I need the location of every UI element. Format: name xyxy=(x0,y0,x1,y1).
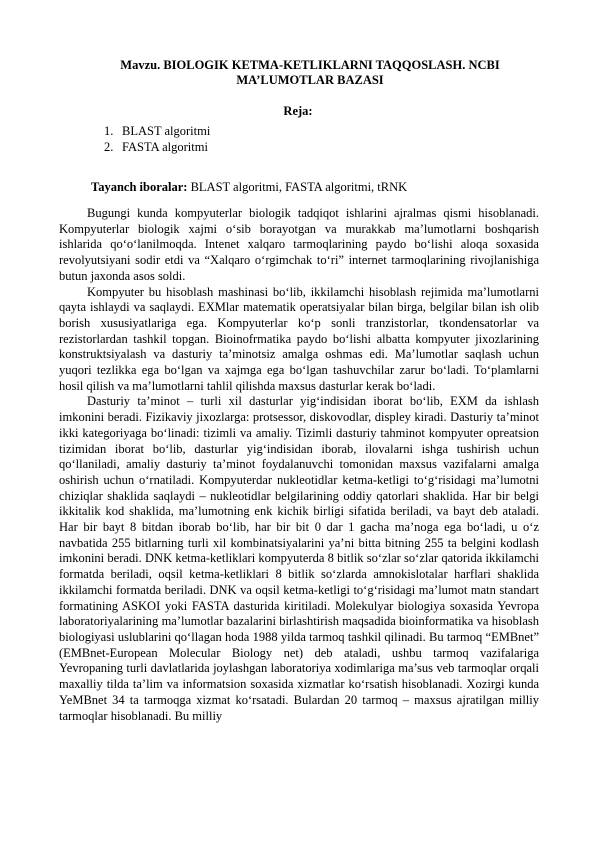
keywords-label: Tayanch iboralar: xyxy=(91,180,188,194)
paragraph: Kompyuter bu hisoblash mashinasi bo‘lib, ikkilamchi hisoblash rejimida ma’lumotlarni qayta ishlaydi va saqlaydi. EXMlar matematik operatsiyalar bilan birga, belgilar bilan ish olib borish xususiyatlariga ega. Kompyuterlar ko‘p sonli tranzistorlar, tkondensatorlar va rezistorlardan tashkil topgan. Bioinofrmatika paydo bo‘lishi albatta kompyuter jixozlarining konstruktsiyalash va dasturiy ta’minotsiz amalga oshmas edi. Ma’lumotlar saqlash uchun yuqori tezlikka ega bo‘lgan va xajmga ega bo‘lgan tashuvchilar zarur bo‘ladi. To‘plamlarni hosil qilish va ma’lumotlarni tahlil qilishda maxsus dasturlar kerak bo‘ladi. xyxy=(59,284,539,393)
plan-item-text: FASTA algoritmi xyxy=(122,140,208,154)
plan-item xyxy=(104,139,210,155)
plan-heading: Reja: xyxy=(283,104,313,118)
topic-title: Mavzu. BIOLOGIK KETMA-KETLIKLARNI TAQQOSLASH. NCBI MA’LUMOTLAR BAZASI xyxy=(120,58,500,87)
body-text xyxy=(59,206,539,724)
keywords-line xyxy=(91,180,407,195)
plan-list xyxy=(104,123,210,155)
plan-item-number: 1. xyxy=(104,124,114,138)
plan-item-number: 2. xyxy=(104,140,114,154)
plan-item-text: BLAST algoritmi xyxy=(122,124,211,138)
paragraph: Dasturiy ta’minot – turli xil dasturlar yig‘indisidan iborat bo‘lib, EXM da ishlash imkonini beradi. Fizikaviy jixozlarga: protsessor, diskovodlar, displey kiradi. Dasturiy ta’minot ikki kategoriyaga bo‘linadi: tizimli va amaliy. Tizimli dasturiy tahminot kompyuter opreatsion tizimidan iborat bo‘lib, dasturlar yig‘indisidan iborab, ilovalarni ishga tushirish uchun qo‘llaniladi, amaliy dasturiy ta’minot foydalanuvchi tomonidan maxsus vazifalarni amalga oshirish uchun o‘rnatiladi. Kompyuterdar nukleotidlar ketma-ketligi to‘g‘risidagi ma’lumotni chiziqlar shaklida saqlaydi – nukleotidlar belgilarining oddiy qatorlari shaklida. Har bir belgi ikkitalik kod shaklida, ma’lumotning enk kichik birligi sifatida beriladi, va bayt deb ataladi. Har bir bayt 8 bitdan iborab bo‘lib, har bir bit 0 dar 1 gacha ma’noga ega bo‘ladi, u o‘z navbatida 255 bitlarning turli xil kombinatsiyalarini ya’ni bitta bitning 255 ta belgini kodlash imkonini beradi. DNK ketma-ketliklari kompyuterda 8 bitlik so‘zlar so‘zlar qatorida ikkilamchi formatda beriladi, oqsil ketma-ketliklari 8 bitlik so‘zlarda amnokislotalar harflari shaklida ikkilamchi formatda beriladi. DNK va oqsil ketma-ketligi to‘g‘risidagi ma’lumot matn standart formatining ASKOI yoki FASTA dasturida kiritiladi. Molekulyar biologiya soxasida Yevropa laboratoriyalarining ma’lumotlar bazalarini birlashtirish maqsadida bioinformatika va hisoblash biologiyasi uslublarini qo‘llagan hoda 1988 yilda tarmoq tashkil qilinadi. Bu tarmoq “EMBnet” (EMBnet-European Molecular Biology net) deb ataladi, ushbu tarmoq vazifalariga Yevropaning turli davlatlarida joylashgan laboratoriya xodimlariga ma’sus veb tarmoqlar orqali maxalliy tilda ta’lim va informatsion soxasida xizmatlar ko‘rsatish hisoblanadi. Xozirgi kunda YeMBnet 34 ta tarmoqga xizmat ko‘rsatadi. Bulardan 20 tarmoq – maxsus ajratilgan milliy tarmoqlar hisoblanadi. Bu milliy xyxy=(59,394,539,723)
plan-item xyxy=(104,123,210,139)
paragraph: Bugungi kunda kompyuterlar biologik tadqiqot ishlarini ajralmas qismi hisoblanadi. Kompyuterlar biologik xajmi o‘sib borayotgan va murakkab ma’lumotlarni boshqarish ishlarida qo‘o‘lanilmoqda. Intenet xalqaro tarmoqlarining paydo bo‘lishi aloqa soxasida revolyutsiyani sodir etdi va “Xalqaro o‘rgimchak to‘ri” internet tarmoqlarining rivojlanishiga butun jaxonda asos soldi. xyxy=(59,206,539,283)
keywords-text: BLAST algoritmi, FASTA algoritmi, tRNK xyxy=(187,180,408,194)
